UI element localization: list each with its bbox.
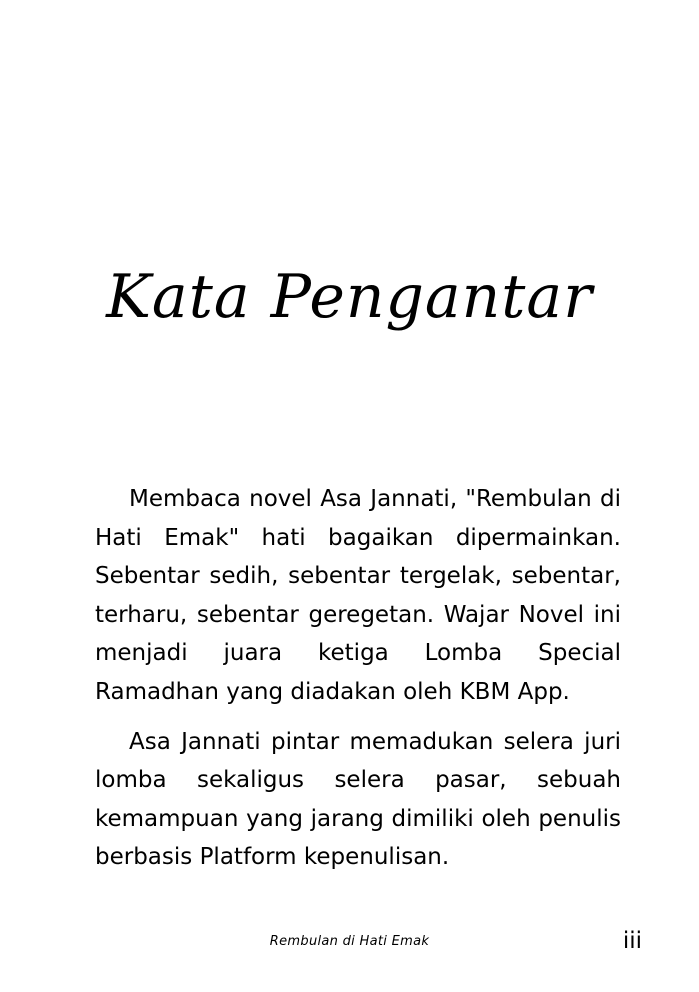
paragraph-1: Membaca novel Asa Jannati, "Rembulan di Hati Emak" hati bagaikan dipermainkan. Sebentar sedih, sebentar tergelak, sebentar, terharu, sebentar geregetan. Wajar Novel ini menjadi juara ketiga Lomba Special Ramadhan yang diadakan oleh KBM App. bbox=[95, 486, 621, 705]
chapter-title: Kata Pengantar bbox=[106, 262, 593, 332]
paragraph-2: Asa Jannati pintar memadukan selera juri lomba sekaligus selera pasar, sebuah kemampuan yang jarang dimiliki oleh penulis berbasis Platform kepenulisan. bbox=[95, 728, 621, 871]
running-footer-title: Rembulan di Hati Emak bbox=[269, 934, 430, 949]
page-number: iii bbox=[622, 928, 642, 954]
body-text bbox=[95, 480, 621, 888]
